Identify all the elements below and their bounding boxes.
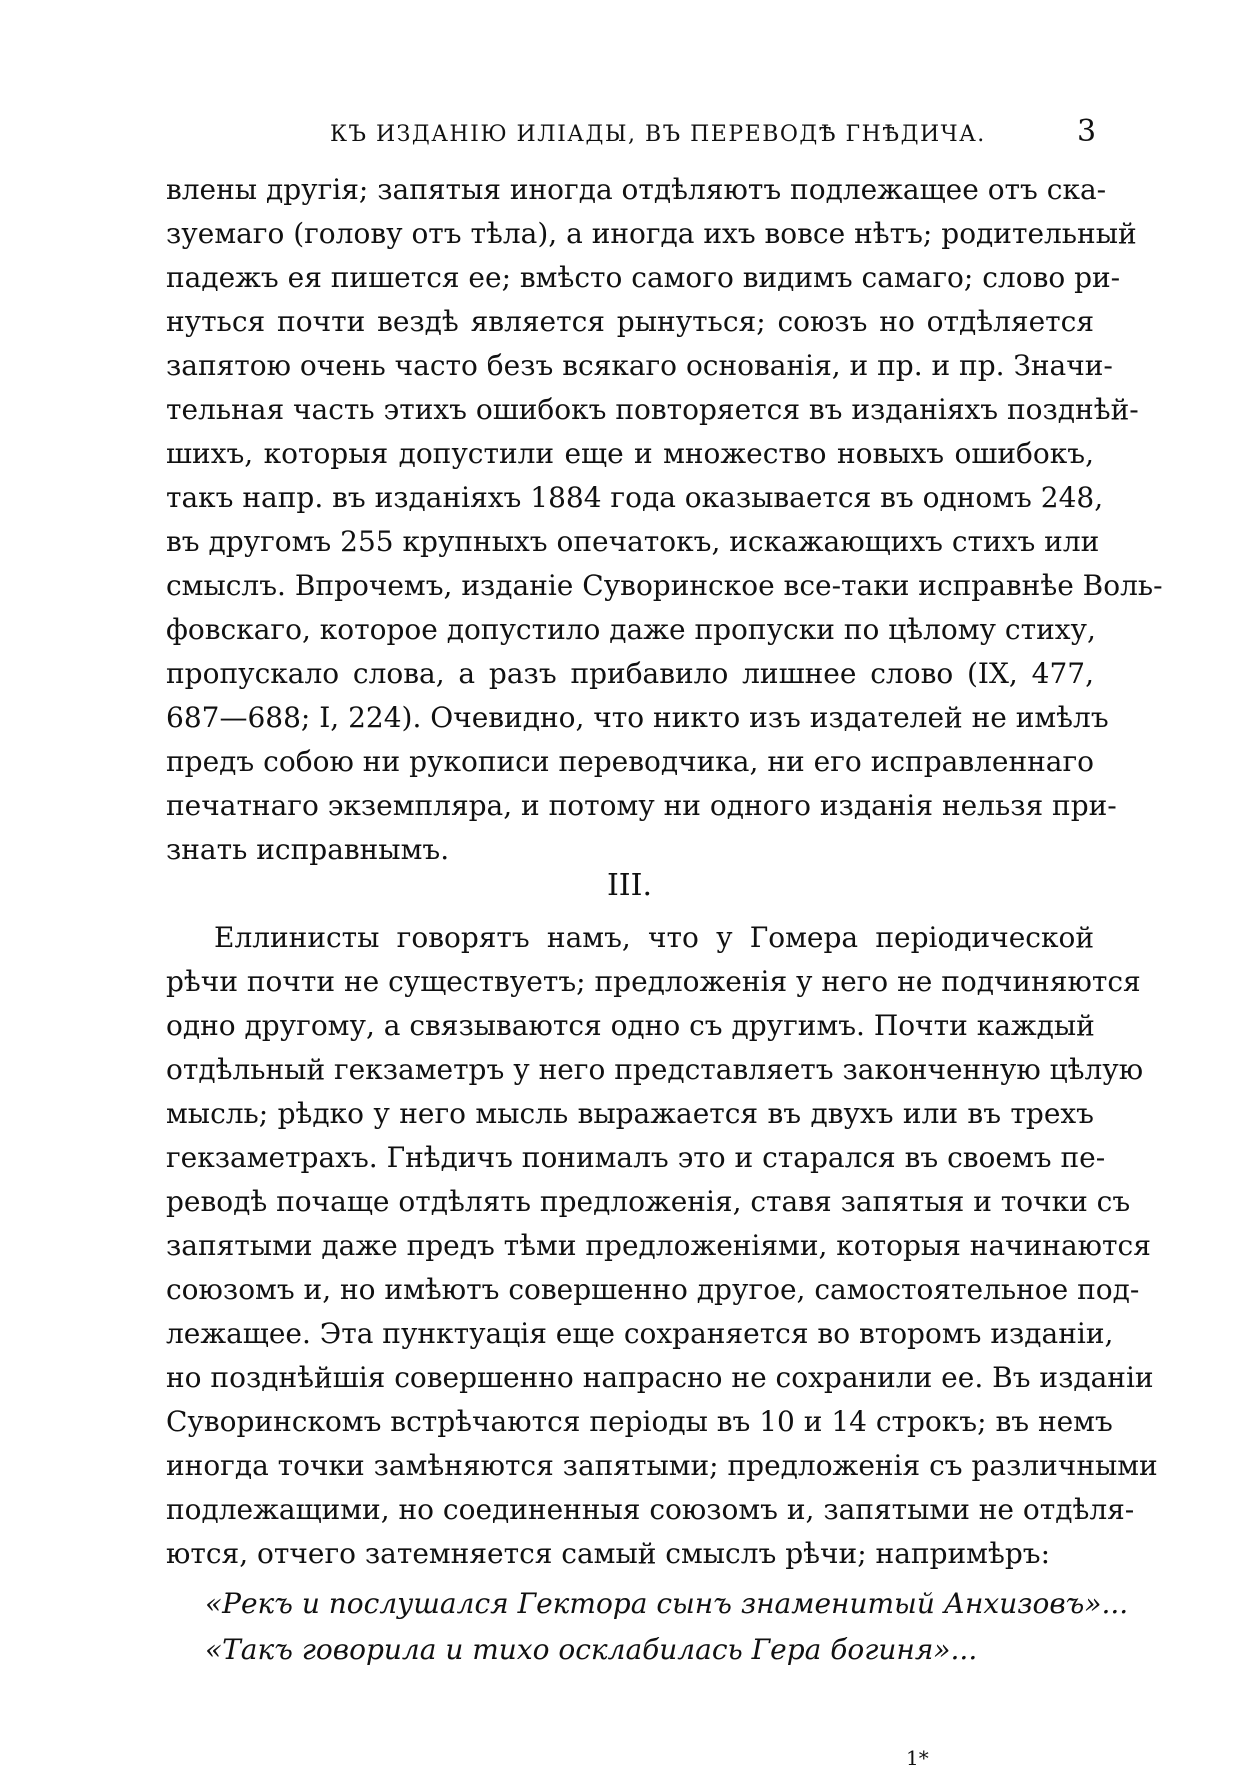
text-line: печатнаго экземпляра, и потому ни одного изданія нельзя при- (166, 789, 1117, 822)
text-line: нуться почти вездѣ является рынуться; союзъ но отдѣляется (166, 305, 1094, 338)
text-line: иногда точки замѣняются запятыми; предложенія съ различными (166, 1449, 1158, 1482)
running-title: КЪ ИЗДАНІЮ ИЛІАДЫ, ВЪ ПЕРЕВОДѢ ГНѢДИЧА. (330, 122, 986, 147)
text-line: Еллинисты говорятъ намъ, что у Гомера періодической (214, 921, 1094, 954)
text-line: реводѣ почаще отдѣлять предложенія, ставя запятыя и точки съ (166, 1185, 1131, 1218)
text-line: отдѣльный гекзаметръ у него представляетъ законченную цѣлую (166, 1053, 1144, 1086)
text-line: фовскаго, которое допустило даже пропуски по цѣлому стиху, (166, 613, 1096, 646)
text-line: пропускало слова, а разъ прибавило лишнее слово (IX, 477, (166, 657, 1094, 690)
text-line: мысль; рѣдко у него мысль выражается въ двухъ или въ трехъ (166, 1097, 1094, 1130)
text-line: 687—688; I, 224). Очевидно, что никто изъ издателей не имѣлъ (166, 701, 1109, 734)
quote-line: «Рекъ и послушался Гектора сынъ знаменитый Анхизовъ»... (205, 1587, 1129, 1620)
text-line: падежъ ея пишется ее; вмѣсто самого видимъ самаго; слово ри- (166, 261, 1121, 294)
page-header (0, 114, 1259, 158)
signature-mark: 1* (906, 1746, 929, 1770)
text-line: въ другомъ 255 крупныхъ опечатокъ, искажающихъ стихъ или (166, 525, 1100, 558)
text-line: рѣчи почти не существуетъ; предложенія у него не подчиняются (166, 965, 1141, 998)
text-line: одно другому, а связываются одно съ другимъ. Почти каждый (166, 1009, 1095, 1042)
text-line: подлежащими, но соединенныя союзомъ и, запятыми не отдѣля- (166, 1493, 1135, 1526)
text-line: союзомъ и, но имѣютъ совершенно другое, самостоятельное под- (166, 1273, 1140, 1306)
text-line: тельная часть этихъ ошибокъ повторяется въ изданіяхъ позднѣй- (166, 393, 1139, 426)
text-line: Суворинскомъ встрѣчаются періоды въ 10 и 14 строкъ; въ немъ (166, 1405, 1113, 1438)
text-line: лежащее. Эта пунктуація еще сохраняется во второмъ изданіи, (166, 1317, 1114, 1350)
text-line: такъ напр. въ изданіяхъ 1884 года оказывается въ одномъ 248, (166, 481, 1104, 514)
section-heading: III. (606, 868, 653, 903)
text-line: но позднѣйшія совершенно напрасно не сохранили ее. Въ изданіи (166, 1361, 1154, 1394)
quote-line: «Такъ говорила и тихо осклабилась Гера богиня»... (205, 1633, 978, 1666)
text-line: запятыми даже предъ тѣми предложеніями, которыя начинаются (166, 1229, 1151, 1262)
text-line: ются, отчего затемняется самый смыслъ рѣчи; напримѣръ: (166, 1537, 1050, 1570)
text-line: влены другія; запятыя иногда отдѣляютъ подлежащее отъ ска- (166, 173, 1107, 206)
text-line: гекзаметрахъ. Гнѣдичъ понималъ это и старался въ своемъ пе- (166, 1141, 1106, 1174)
text-line: знать исправнымъ. (166, 833, 450, 866)
text-line: запятою очень часто безъ всякаго основанія, и пр. и пр. Значи- (166, 349, 1113, 382)
text-line: предъ собою ни рукописи переводчика, ни его исправленнаго (166, 745, 1094, 778)
page-number: 3 (1077, 114, 1097, 149)
text-line: зуемаго (голову отъ тѣла), а иногда ихъ вовсе нѣтъ; родительный (166, 217, 1137, 250)
text-line: шихъ, которыя допустили еще и множество новыхъ ошибокъ, (166, 437, 1094, 470)
text-line: смыслъ. Впрочемъ, изданіе Суворинское все-таки исправнѣе Воль- (166, 569, 1163, 602)
